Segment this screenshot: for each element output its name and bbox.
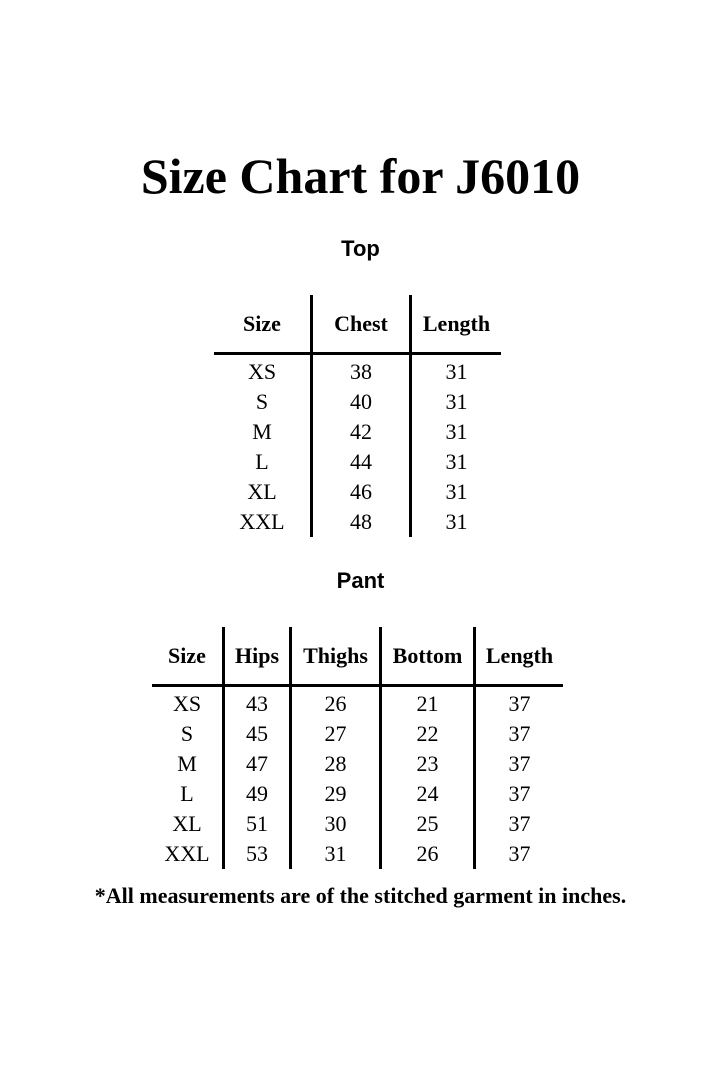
size-cell: L [255, 449, 269, 474]
top-section-heading: Top [341, 236, 380, 261]
length-cell: 37 [475, 749, 564, 779]
table-row [152, 839, 563, 869]
size-cell: XS [247, 359, 277, 384]
chest-cell: 46 [312, 477, 411, 507]
column-header-length: Length [411, 295, 502, 354]
column-header-size: Size [152, 627, 224, 686]
size-cell: XXL [239, 509, 285, 534]
column-header-size: Size [214, 295, 312, 354]
column-header-bottom: Bottom [381, 627, 475, 686]
length-cell: 37 [475, 839, 564, 869]
table-row [214, 354, 501, 388]
size-cell: XL [247, 479, 277, 504]
thighs-cell: 28 [291, 749, 381, 779]
column-header-length: Length [475, 627, 564, 686]
hips-cell: 47 [224, 749, 291, 779]
chest-cell: 42 [312, 417, 411, 447]
hips-cell: 43 [224, 686, 291, 720]
size-cell: L [180, 781, 194, 806]
thighs-cell: 31 [291, 839, 381, 869]
table-header-row [214, 295, 501, 354]
chest-cell: 38 [312, 354, 411, 388]
bottom-cell: 21 [381, 686, 475, 720]
column-header-thighs: Thighs [291, 627, 381, 686]
pant-size-table [152, 627, 563, 869]
bottom-cell: 23 [381, 749, 475, 779]
bottom-cell: 22 [381, 719, 475, 749]
table-row [152, 686, 563, 720]
chest-cell: 48 [312, 507, 411, 537]
length-cell: 31 [411, 507, 502, 537]
thighs-cell: 29 [291, 779, 381, 809]
thighs-cell: 26 [291, 686, 381, 720]
length-cell: 31 [411, 387, 502, 417]
length-cell: 31 [411, 417, 502, 447]
column-header-hips: Hips [224, 627, 291, 686]
length-cell: 37 [475, 809, 564, 839]
table-row [152, 779, 563, 809]
table-row [214, 447, 501, 477]
table-row [214, 477, 501, 507]
size-cell: S [180, 721, 194, 746]
page-title: Size Chart for J6010 [140, 148, 581, 204]
table-row [214, 417, 501, 447]
top-size-table [214, 295, 501, 537]
bottom-cell: 25 [381, 809, 475, 839]
bottom-cell: 26 [381, 839, 475, 869]
table-row [152, 809, 563, 839]
size-cell: S [255, 389, 269, 414]
pant-section-heading: Pant [336, 568, 385, 593]
bottom-cell: 24 [381, 779, 475, 809]
length-cell: 37 [475, 779, 564, 809]
hips-cell: 45 [224, 719, 291, 749]
measurement-footnote: *All measurements are of the stitched garment in inches. [94, 883, 627, 908]
chest-cell: 40 [312, 387, 411, 417]
length-cell: 31 [411, 477, 502, 507]
length-cell: 37 [475, 686, 564, 720]
length-cell: 31 [411, 447, 502, 477]
length-cell: 37 [475, 719, 564, 749]
chest-cell: 44 [312, 447, 411, 477]
size-cell: XXL [164, 841, 210, 866]
table-row [214, 387, 501, 417]
size-cell: XL [172, 811, 202, 836]
table-row [152, 749, 563, 779]
column-header-chest: Chest [312, 295, 411, 354]
table-header-row [152, 627, 563, 686]
hips-cell: 53 [224, 839, 291, 869]
size-cell: XS [172, 691, 202, 716]
table-row [214, 507, 501, 537]
size-cell: M [177, 751, 197, 776]
hips-cell: 49 [224, 779, 291, 809]
hips-cell: 51 [224, 809, 291, 839]
table-row [152, 719, 563, 749]
thighs-cell: 30 [291, 809, 381, 839]
thighs-cell: 27 [291, 719, 381, 749]
size-cell: M [252, 419, 272, 444]
length-cell: 31 [411, 354, 502, 388]
